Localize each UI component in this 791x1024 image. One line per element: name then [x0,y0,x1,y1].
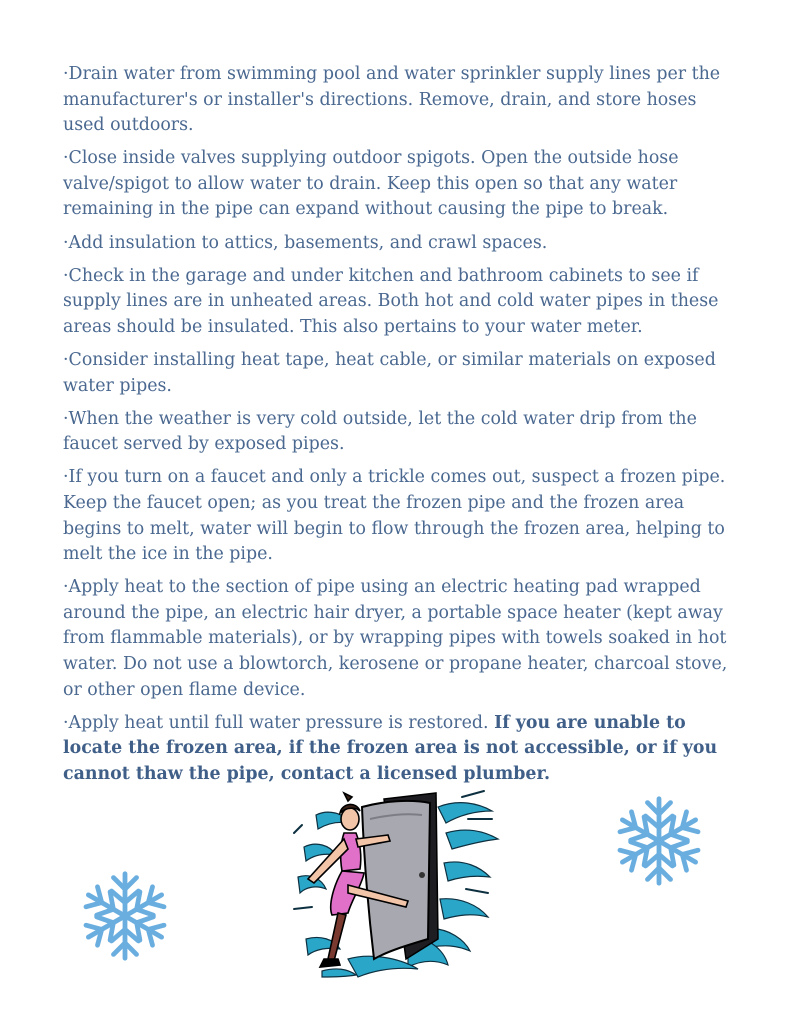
plumber-warning: If you are unable to locate the frozen area, if the frozen area is not accessible, or if you cannot thaw the pipe, contact a licensed plumber. [63,712,718,784]
flooding-door-clipart [288,789,502,981]
tip-text: Consider installing heat tape, heat cable, or similar materials on exposed water pipes. [63,349,716,396]
tip-item [63,146,735,223]
tips-list [63,62,735,795]
bullet: · [63,265,69,286]
tip-text: Close inside valves supplying outdoor spigots. Open the outside hose valve/spigot to allow water to drain. Keep this open so that any water remaining in the pipe can expand without causing the pipe to break. [63,148,679,220]
bullet: · [63,408,69,429]
tip-text: Add insulation to attics, basements, and crawl spaces. [68,232,548,253]
tip-item [63,465,735,567]
tip-text: Apply heat until full water pressure is restored. [68,712,495,733]
tip-item [63,348,735,399]
tip-item [63,231,735,257]
snowflake-icon [77,868,173,964]
tip-text: When the weather is very cold outside, let the cold water drip from the faucet served by exposed pipes. [63,408,697,455]
tip-item [63,407,735,458]
snowflake-icon [611,793,707,889]
tip-item-last [63,711,735,788]
bullet: · [63,577,69,598]
tip-text: Drain water from swimming pool and water sprinkler supply lines per the manufacturer's or installer's directions. Remove, drain, and store hoses used outdoors. [63,64,721,136]
bullet: · [63,64,69,84]
bullet: · [63,712,69,733]
tip-text: Check in the garage and under kitchen and bathroom cabinets to see if supply lines are in unheated areas. Both hot and cold water pipes in these areas should be insulated. This also pertains to your water meter. [63,265,719,337]
tip-item [63,575,735,703]
tip-text: Apply heat to the section of pipe using an electric heating pad wrapped around the pipe, an electric hair dryer, a portable space heater (kept away from flammable materials), or by wrapping pipes with towels soaked in hot water. Do not use a blowtorch, kerosene or propane heater, charcoal stove, or other open flame device. [63,577,728,700]
tip-item [63,264,735,341]
bullet: · [63,232,69,253]
bullet: · [63,467,69,488]
tip-text: If you turn on a faucet and only a trickle comes out, suspect a frozen pipe. Keep the faucet open; as you treat the frozen pipe and the frozen area begins to melt, water will begin to flow through the frozen area, helping to melt the ice in the pipe. [63,467,726,565]
bullet: · [63,349,69,370]
tip-item [63,62,735,139]
bullet: · [63,148,69,169]
